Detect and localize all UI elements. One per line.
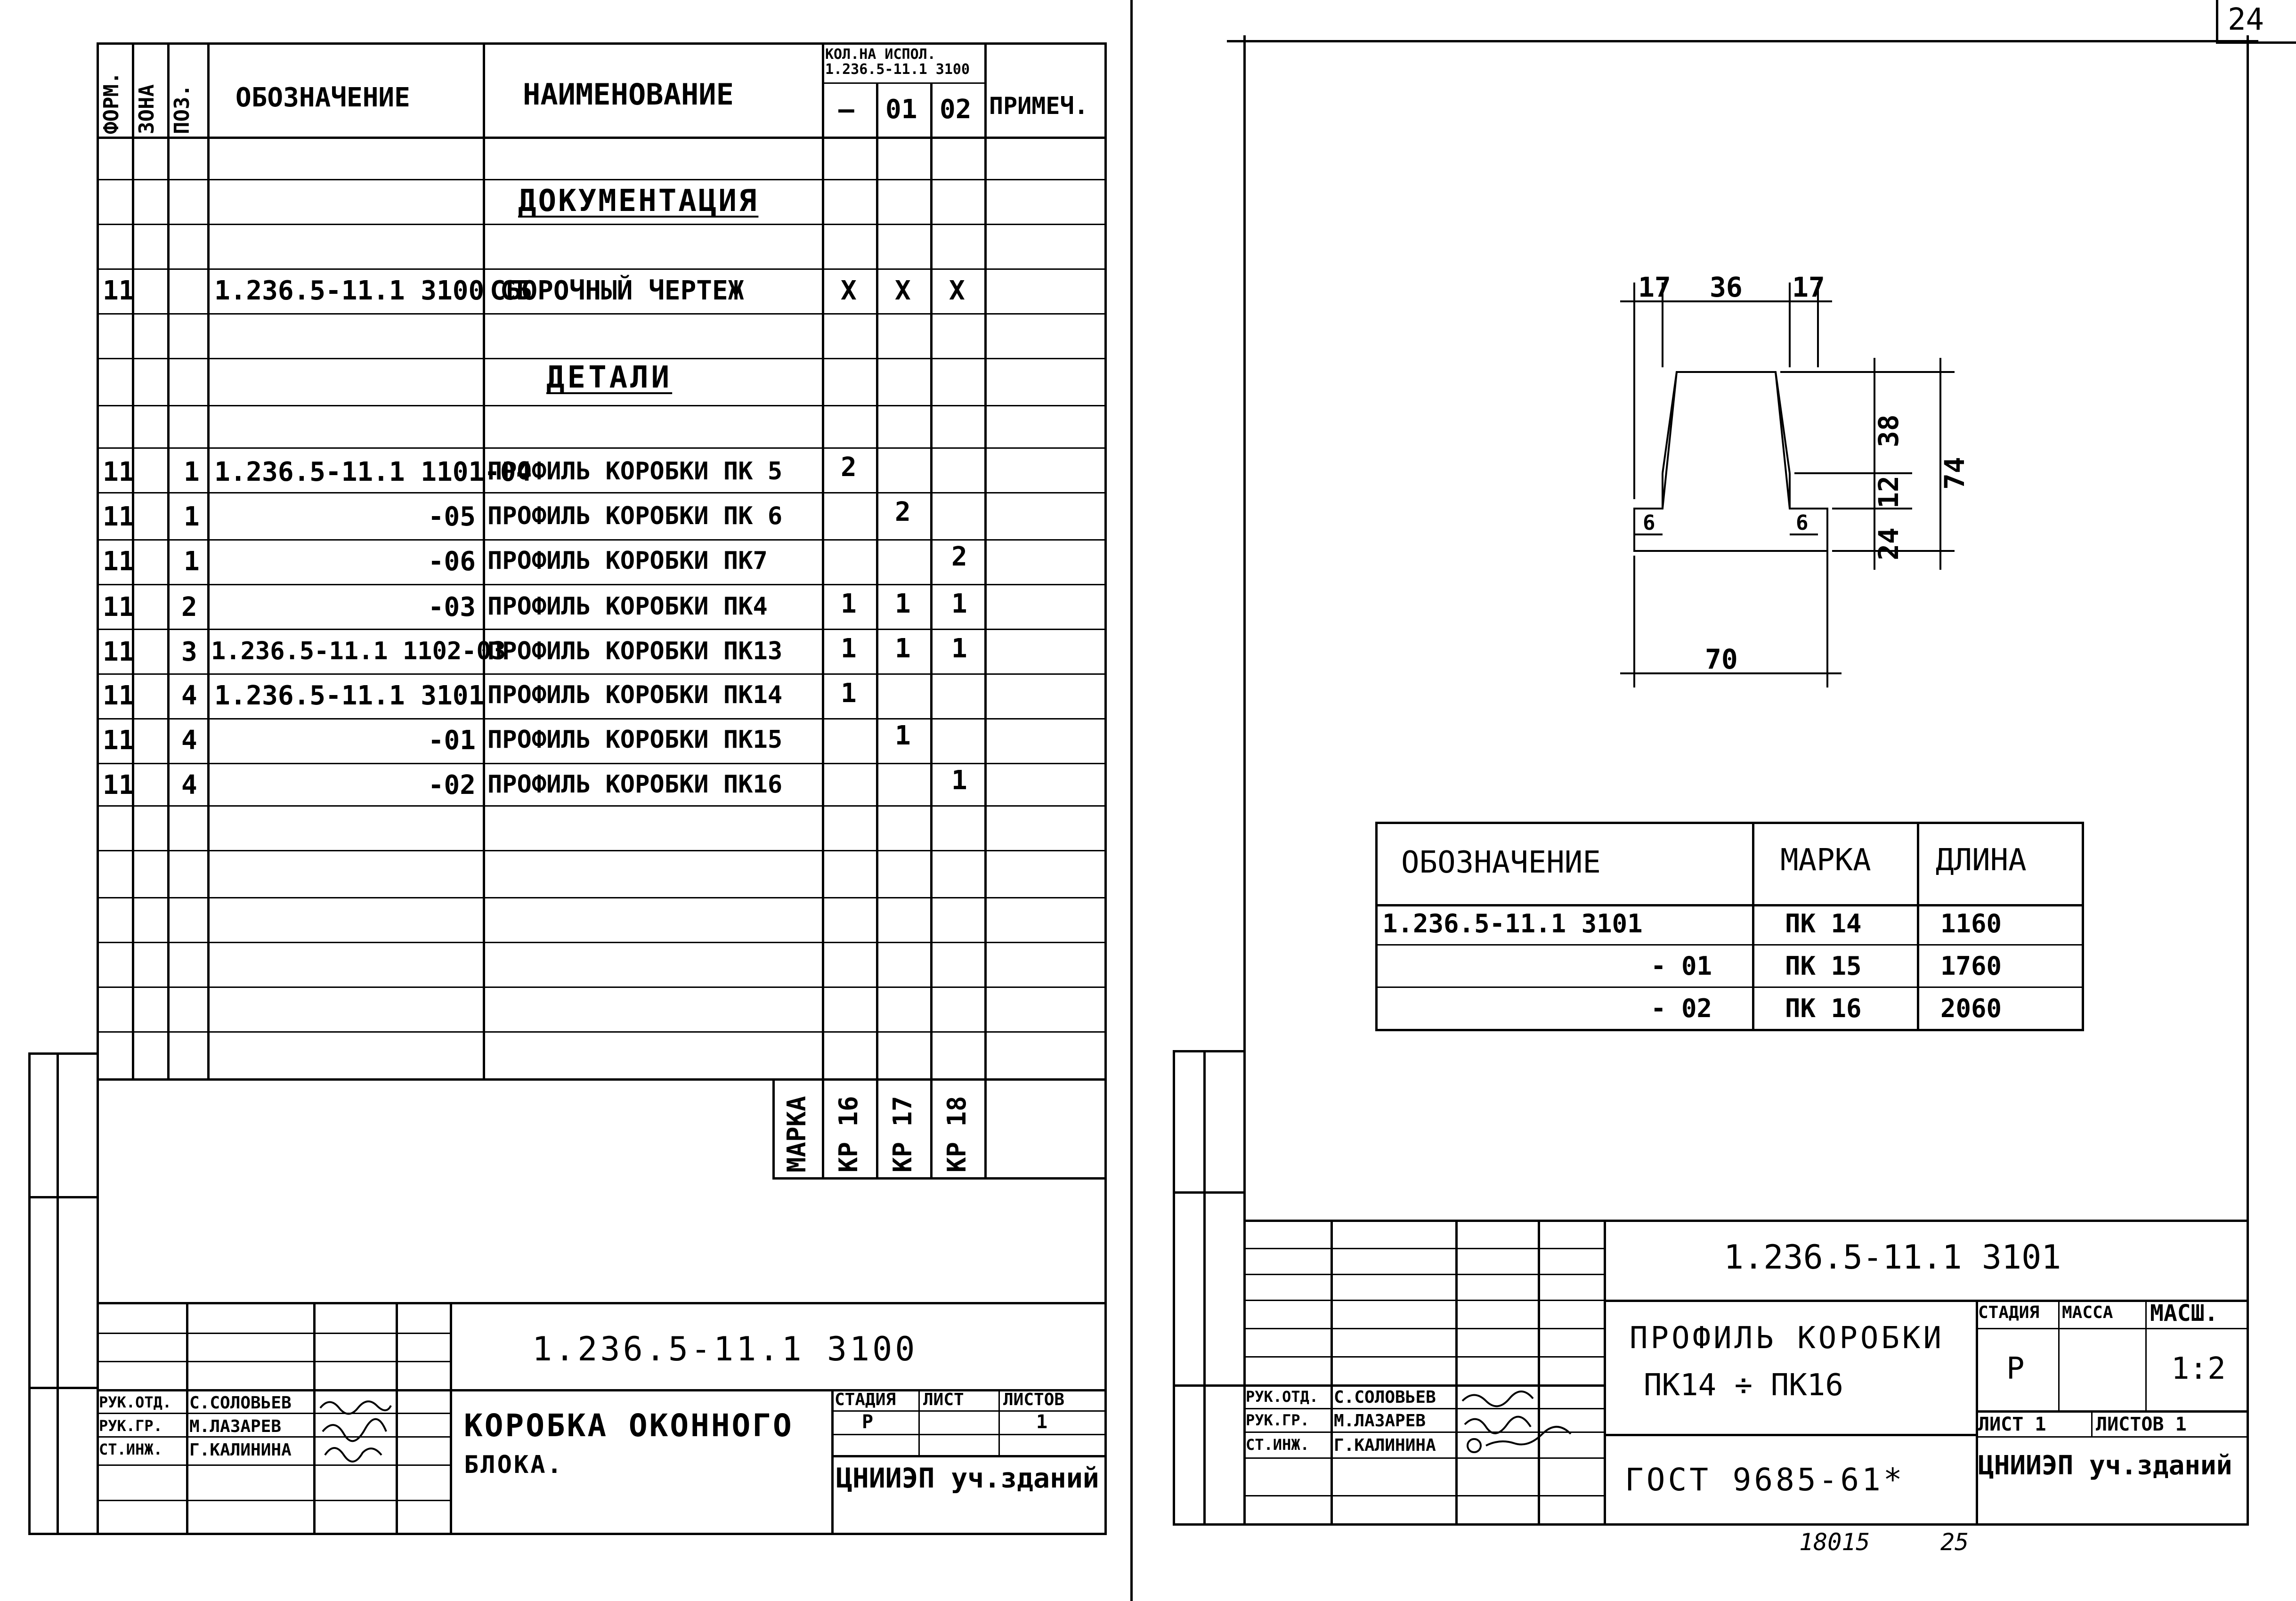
doc-row-q3: X xyxy=(949,275,965,306)
name-senior-engineer-right: Г.КАЛИНИНА xyxy=(1334,1436,1436,1455)
row-name: ПРОФИЛЬ КОРОБКИ ПК 5 xyxy=(487,457,783,485)
row-designation: 1.236.5-11.1 1102-03 xyxy=(211,637,506,665)
row-pos: 4 xyxy=(181,770,197,800)
row-designation: -03 xyxy=(428,592,476,623)
header-usage-quantity: КОЛ.НА ИСПОЛ. 1.236.5-11.1 3100 xyxy=(825,46,970,78)
row-name: ПРОФИЛЬ КОРОБКИ ПК16 xyxy=(487,770,783,799)
row-q2: 1 xyxy=(895,720,911,751)
row-form: 11 xyxy=(103,637,135,667)
table-cell: 1.236.5-11.1 3101 xyxy=(1382,909,1643,938)
fold-line xyxy=(1130,0,1133,1601)
table-cell: ПК 16 xyxy=(1785,994,1862,1023)
dim-74: 74 xyxy=(1939,457,1971,490)
dim-6-right: 6 xyxy=(1796,511,1809,535)
header-designation: ОБОЗНАЧЕНИЕ xyxy=(235,82,410,113)
marka-label: МАРКА xyxy=(782,1096,811,1172)
stage-label-right: СТАДИЯ xyxy=(1978,1303,2040,1322)
scale-label: МАСШ. xyxy=(2150,1300,2218,1326)
name-head-dept-right: С.СОЛОВЬЕВ xyxy=(1334,1388,1436,1407)
organization-right: ЦНИИЭП уч.зданий xyxy=(1978,1450,2232,1481)
row-pos: 4 xyxy=(181,680,197,711)
sheets-info: ЛИСТОВ 1 xyxy=(2096,1414,2187,1435)
dim-38: 38 xyxy=(1873,414,1905,447)
mass-label: МАССА xyxy=(2062,1303,2113,1322)
role-senior-engineer: СТ.ИНЖ. xyxy=(99,1440,162,1458)
header-note: ПРИМЕЧ. xyxy=(989,92,1088,120)
dim-17-right: 17 xyxy=(1792,271,1825,303)
header-var-02: 02 xyxy=(940,94,972,125)
row-pos: 3 xyxy=(181,637,197,667)
name-head-group: М.ЛАЗАРЕВ xyxy=(189,1417,282,1436)
dim-17-left: 17 xyxy=(1638,271,1671,303)
row-name: ПРОФИЛЬ КОРОБКИ ПК4 xyxy=(487,592,768,621)
table-header-designation: ОБОЗНАЧЕНИЕ xyxy=(1401,845,1601,880)
row-name: ПРОФИЛЬ КОРОБКИ ПК13 xyxy=(487,637,783,665)
name-head-dept: С.СОЛОВЬЕВ xyxy=(189,1393,292,1413)
sheets-value: 1 xyxy=(1036,1411,1048,1433)
dim-24: 24 xyxy=(1873,527,1905,560)
footer-right-number: 25 xyxy=(1940,1528,1969,1556)
row-q1: 1 xyxy=(841,589,857,619)
title-right-line-2: ПК14 ÷ ПК16 xyxy=(1644,1368,1843,1403)
row-designation: -06 xyxy=(428,546,476,577)
stage-label: СТАДИЯ xyxy=(835,1390,896,1409)
sheet-label: ЛИСТ xyxy=(923,1390,964,1409)
name-head-group-right: М.ЛАЗАРЕВ xyxy=(1334,1411,1426,1431)
row-form: 11 xyxy=(103,546,135,577)
header-name: НАИМЕНОВАНИЕ xyxy=(523,77,734,112)
header-var-01: 01 xyxy=(885,94,917,125)
row-designation: 1.236.5-11.1 3101 xyxy=(214,680,485,711)
row-designation: -02 xyxy=(428,770,476,800)
table-cell: 2060 xyxy=(1940,994,2002,1023)
row-designation: -01 xyxy=(428,725,476,756)
table-cell: - 02 xyxy=(1650,994,1712,1023)
mark-kr17: КР 17 xyxy=(888,1096,917,1172)
doc-row-name: СБОРОЧНЫЙ ЧЕРТЕЖ xyxy=(490,275,744,306)
row-form: 11 xyxy=(103,457,135,487)
row-designation: -05 xyxy=(428,501,476,532)
header-var-dash: — xyxy=(838,94,854,125)
row-pos: 1 xyxy=(184,546,200,577)
row-pos: 1 xyxy=(184,501,200,532)
row-q3: 1 xyxy=(951,765,967,796)
standard: ГОСТ 9685-61* xyxy=(1625,1462,1905,1498)
table-cell: 1760 xyxy=(1940,951,2002,981)
page-number: 24 xyxy=(2228,2,2264,37)
row-q3: 2 xyxy=(951,542,967,572)
title-block-code-right: 1.236.5-11.1 3101 xyxy=(1724,1238,2061,1277)
role-head-dept: РУК.ОТД. xyxy=(99,1393,172,1411)
role-head-dept-right: РУК.ОТД. xyxy=(1246,1388,1319,1406)
row-pos: 2 xyxy=(181,592,197,623)
table-header-length: ДЛИНА xyxy=(1936,843,2027,878)
dim-70: 70 xyxy=(1705,643,1738,675)
row-q3: 1 xyxy=(951,589,967,619)
header-pos: ПОЗ. xyxy=(170,84,194,134)
name-senior-engineer: Г.КАЛИНИНА xyxy=(189,1440,292,1460)
table-cell: ПК 14 xyxy=(1785,909,1862,938)
signature-strokes-right xyxy=(1458,1387,1604,1457)
title-right-line-1: ПРОФИЛЬ КОРОБКИ xyxy=(1630,1321,1944,1356)
row-pos: 4 xyxy=(181,725,197,756)
row-form: 11 xyxy=(103,770,135,800)
sheets-label: ЛИСТОВ xyxy=(1003,1390,1065,1409)
table-header-mark: МАРКА xyxy=(1780,843,1871,878)
row-form: 11 xyxy=(103,725,135,756)
signature-strokes xyxy=(316,1391,396,1467)
header-zone: ЗОНА xyxy=(135,84,159,134)
section-documentation: ДОКУМЕНТАЦИЯ xyxy=(518,184,759,218)
doc-row-designation: 1.236.5-11.1 3100 СБ xyxy=(214,275,532,306)
role-senior-engineer-right: СТ.ИНЖ. xyxy=(1246,1436,1309,1454)
table-cell: 1160 xyxy=(1940,909,2002,938)
doc-row-q1: X xyxy=(841,275,857,306)
dim-12: 12 xyxy=(1873,476,1905,509)
row-pos: 1 xyxy=(184,457,200,487)
row-name: ПРОФИЛЬ КОРОБКИ ПК15 xyxy=(487,726,783,754)
row-name: ПРОФИЛЬ КОРОБКИ ПК14 xyxy=(487,681,783,709)
table-cell: - 01 xyxy=(1650,951,1712,981)
role-head-group: РУК.ГР. xyxy=(99,1417,162,1435)
row-designation: 1.236.5-11.1 1101-04 xyxy=(214,457,532,487)
stage-value-right: Р xyxy=(2006,1351,2025,1386)
section-parts: ДЕТАЛИ xyxy=(546,360,673,395)
doc-row-q2: X xyxy=(895,275,911,306)
row-q2: 1 xyxy=(895,633,911,664)
title-block-code: 1.236.5-11.1 3100 xyxy=(532,1330,918,1368)
row-q2: 1 xyxy=(895,589,911,619)
mark-kr16: КР 16 xyxy=(834,1096,863,1172)
footer-left-number: 18015 xyxy=(1799,1528,1870,1556)
row-q1: 1 xyxy=(841,678,857,709)
stage-value: Р xyxy=(862,1411,874,1433)
row-name: ПРОФИЛЬ КОРОБКИ ПК 6 xyxy=(487,502,783,530)
sheet-info: ЛИСТ 1 xyxy=(1978,1414,2046,1435)
row-q1: 2 xyxy=(841,452,857,483)
mark-kr18: КР 18 xyxy=(942,1096,972,1172)
title-line-1: КОРОБКА ОКОННОГО xyxy=(464,1407,794,1444)
title-line-2: БЛОКА. xyxy=(464,1451,564,1479)
row-form: 11 xyxy=(103,680,135,711)
profile-drawing xyxy=(1592,264,1978,697)
role-head-group-right: РУК.ГР. xyxy=(1246,1411,1309,1429)
scale-value: 1:2 xyxy=(2171,1351,2226,1386)
row-q2: 2 xyxy=(895,497,911,527)
table-cell: ПК 15 xyxy=(1785,951,1862,981)
row-form: 11 xyxy=(103,501,135,532)
row-form: 11 xyxy=(103,592,135,623)
row-q1: 1 xyxy=(841,633,857,664)
doc-row-form: 11 xyxy=(103,275,135,306)
row-q3: 1 xyxy=(951,633,967,664)
header-form: ФОРМ. xyxy=(99,72,123,134)
dim-6-left: 6 xyxy=(1643,511,1655,535)
row-name: ПРОФИЛЬ КОРОБКИ ПК7 xyxy=(487,547,768,575)
dim-36: 36 xyxy=(1710,271,1743,303)
organization: ЦНИИЭП уч.зданий xyxy=(836,1462,1099,1494)
